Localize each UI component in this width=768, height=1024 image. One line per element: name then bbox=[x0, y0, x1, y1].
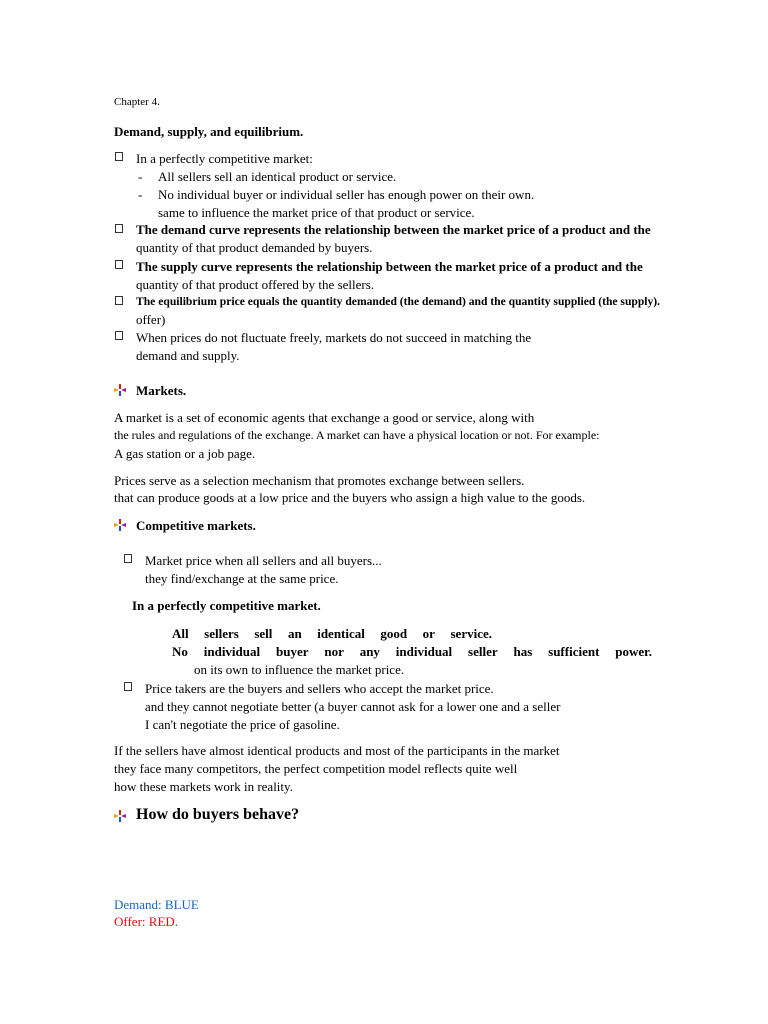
legend-offer: Offer: RED. bbox=[114, 914, 179, 929]
page-heading: Demand, supply, and equilibrium. bbox=[114, 124, 304, 139]
list-item-text: The demand curve represents the relationship between the market price of a product and the bbox=[136, 222, 651, 237]
paragraph-line: that can produce goods at a low price and the buyers who assign a high value to the goods. bbox=[114, 490, 586, 505]
paragraph-line: the rules and regulations of the exchange. A market can have a physical location or not. For example: bbox=[114, 428, 600, 442]
word: sell bbox=[254, 626, 273, 641]
list-item-text: Market price when all sellers and all buyers... bbox=[145, 553, 382, 568]
word: sellers bbox=[204, 626, 239, 641]
list-item-continuation: and they cannot negotiate better (a buyer cannot ask for a lower one and a seller bbox=[145, 699, 561, 714]
word: good bbox=[380, 626, 408, 641]
checkbox-bullet-icon bbox=[124, 554, 132, 563]
dash-bullet-icon: - bbox=[138, 169, 143, 184]
word: or bbox=[422, 626, 435, 641]
word: seller bbox=[468, 644, 498, 659]
justified-line bbox=[172, 626, 492, 642]
chapter-label: Chapter 4. bbox=[114, 96, 160, 108]
checkbox-bullet-icon bbox=[115, 152, 123, 161]
word: No bbox=[172, 644, 188, 659]
list-item-continuation: offer) bbox=[136, 312, 166, 327]
section-title-competitive: Competitive markets. bbox=[136, 518, 256, 533]
arrow-bullet-icon bbox=[114, 519, 126, 531]
paragraph-line: If the sellers have almost identical products and most of the participants in the market bbox=[114, 743, 560, 758]
list-item-text: The supply curve represents the relationship between the market price of a product and the bbox=[136, 259, 643, 274]
sub-heading: In a perfectly competitive market. bbox=[132, 598, 321, 613]
paragraph-line: they face many competitors, the perfect competition model reflects quite well bbox=[114, 761, 518, 776]
word: individual bbox=[203, 644, 261, 659]
checkbox-bullet-icon bbox=[115, 224, 123, 233]
word: identical bbox=[317, 626, 365, 641]
word: has bbox=[513, 644, 533, 659]
word: buyer bbox=[275, 644, 309, 659]
word: an bbox=[287, 626, 302, 641]
paragraph-line: A gas station or a job page. bbox=[114, 446, 256, 461]
paragraph-line: on its own to influence the market price. bbox=[194, 662, 405, 677]
legend-demand: Demand: BLUE bbox=[114, 897, 199, 912]
dash-bullet-icon: - bbox=[138, 187, 143, 202]
list-item-continuation: quantity of that product demanded by buyers. bbox=[136, 240, 373, 255]
list-item-text: The equilibrium price equals the quantity demanded (the demand) and the quantity supplied (the supply). bbox=[136, 295, 661, 308]
list-subitem-text: No individual buyer or individual seller has enough power on their own. bbox=[158, 187, 535, 202]
word: power. bbox=[615, 644, 652, 659]
word: All bbox=[172, 626, 189, 641]
arrow-bullet-icon bbox=[114, 810, 126, 822]
list-item-continuation: they find/exchange at the same price. bbox=[145, 571, 339, 586]
word: sufficient bbox=[548, 644, 600, 659]
paragraph-line: A market is a set of economic agents that exchange a good or service, along with bbox=[114, 410, 535, 425]
section-title-markets: Markets. bbox=[136, 383, 187, 398]
checkbox-bullet-icon bbox=[124, 682, 132, 691]
list-item-continuation: demand and supply. bbox=[136, 348, 240, 363]
list-item-text: Price takers are the buyers and sellers who accept the market price. bbox=[145, 681, 494, 696]
word: nor bbox=[324, 644, 344, 659]
list-subitem-text: All sellers sell an identical product or service. bbox=[158, 169, 397, 184]
arrow-bullet-icon bbox=[114, 384, 126, 396]
list-item-text: When prices do not fluctuate freely, markets do not succeed in matching the bbox=[136, 330, 532, 345]
word: any bbox=[359, 644, 380, 659]
list-item-continuation: I can't negotiate the price of gasoline. bbox=[145, 717, 340, 732]
section-title-buyers: How do buyers behave? bbox=[136, 806, 300, 823]
paragraph-line: Prices serve as a selection mechanism that promotes exchange between sellers. bbox=[114, 473, 525, 488]
word: individual bbox=[395, 644, 453, 659]
checkbox-bullet-icon bbox=[115, 260, 123, 269]
paragraph-line: how these markets work in reality. bbox=[114, 779, 293, 794]
justified-line bbox=[172, 644, 652, 660]
checkbox-bullet-icon bbox=[115, 331, 123, 340]
word: service. bbox=[450, 626, 492, 641]
list-subitem-continuation: same to influence the market price of that product or service. bbox=[158, 205, 475, 220]
list-item-text: In a perfectly competitive market: bbox=[136, 151, 313, 166]
list-item-continuation: quantity of that product offered by the sellers. bbox=[136, 277, 375, 292]
checkbox-bullet-icon bbox=[115, 296, 123, 305]
